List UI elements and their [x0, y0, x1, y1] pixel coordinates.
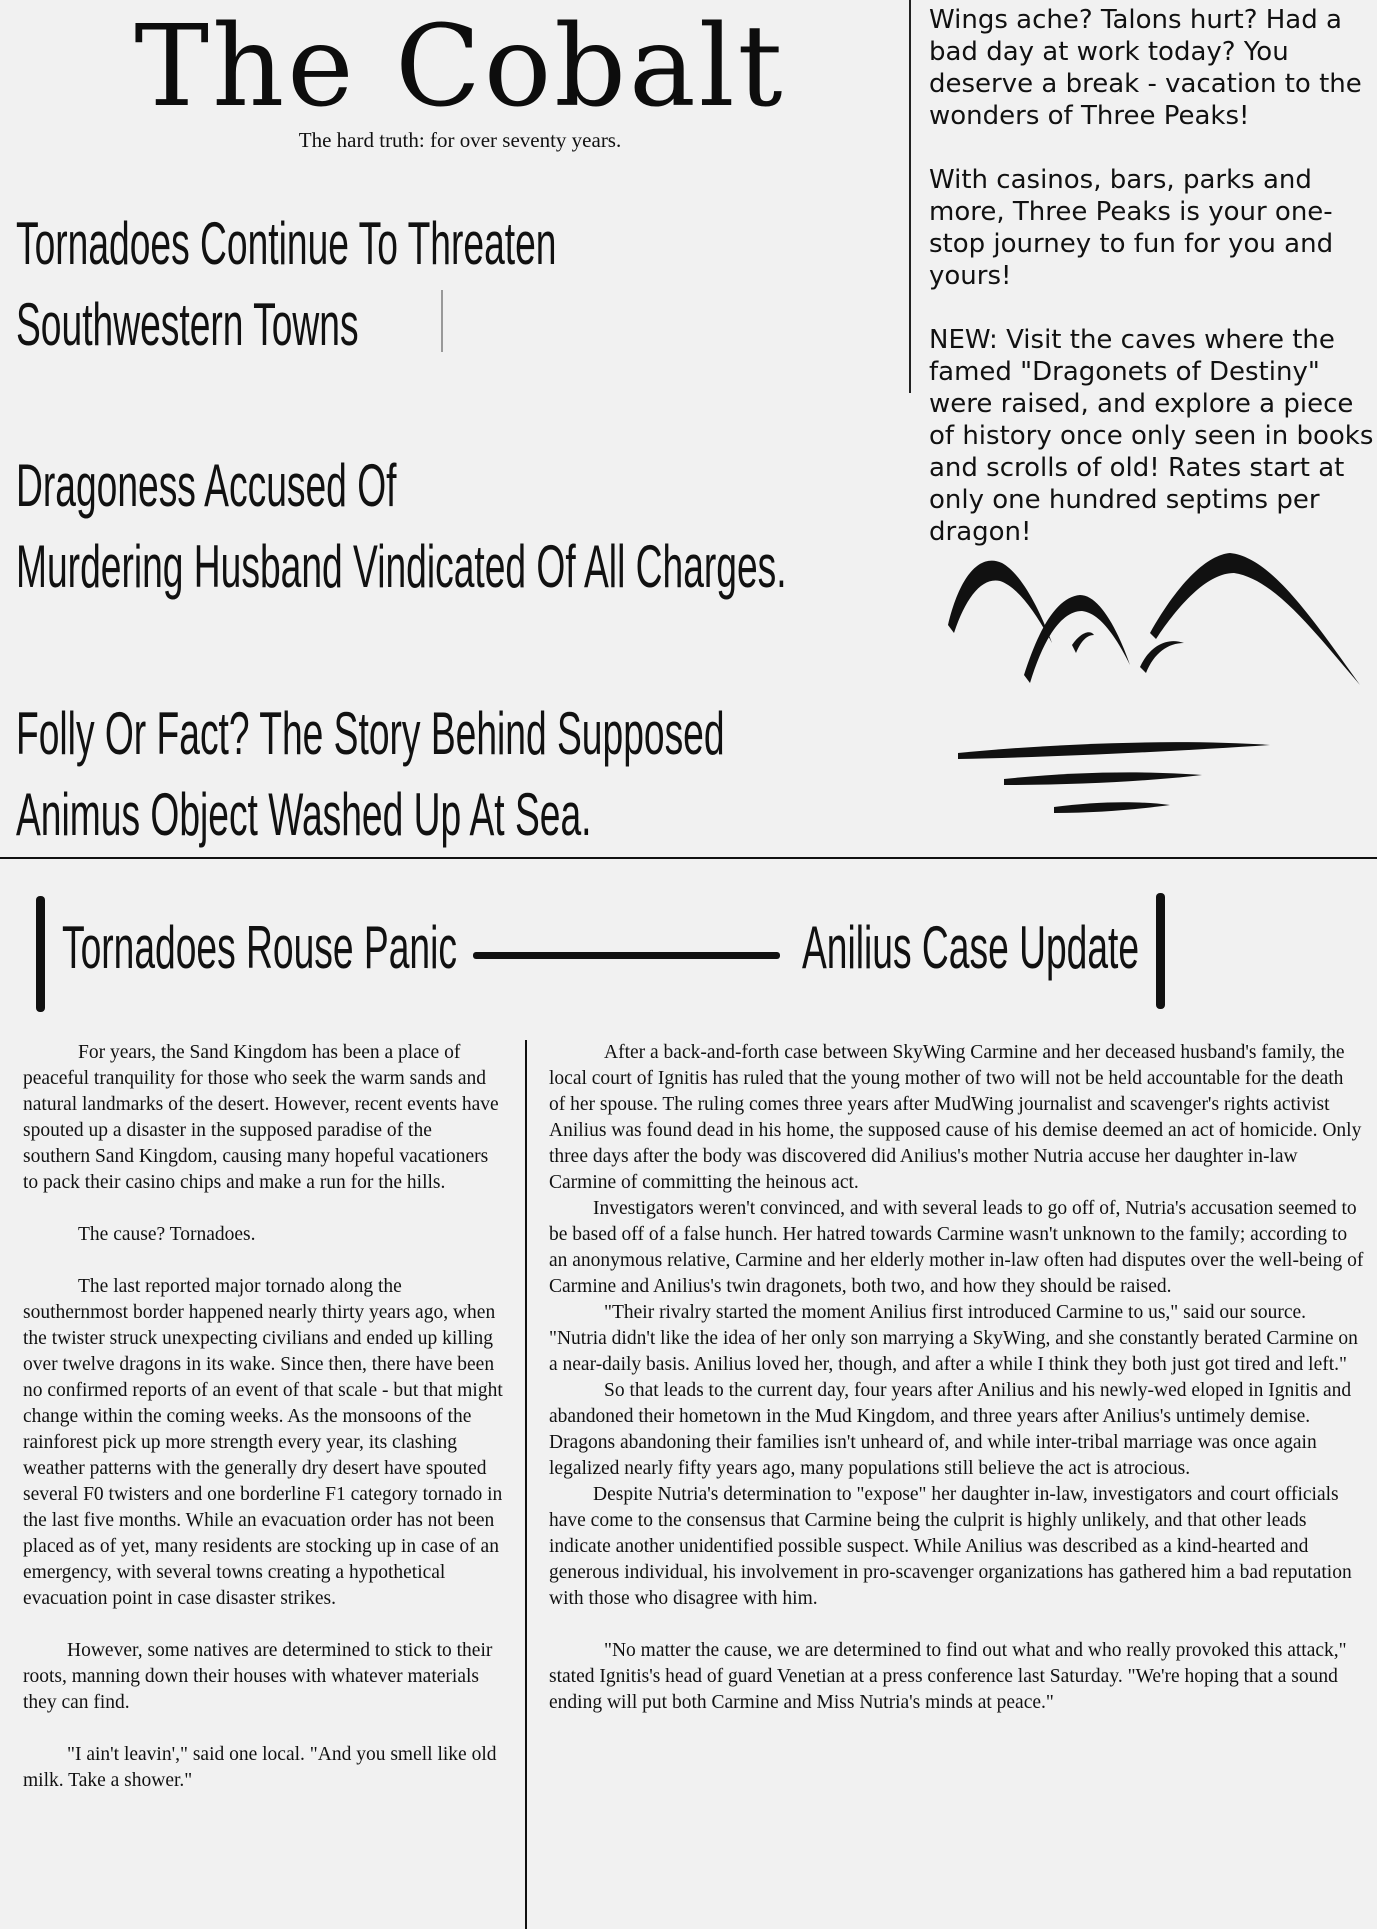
article-paragraph: The last reported major tornado along the southernmost border happened nearly thirty years ago, when the twister struck unexpecting civilians and ended up killing over twelve dragons in its wake. Since then, there have been no confirmed reports of an event of that scale - but that might change within the coming weeks. As the monsoons of the rainforest pick up more strength every year, its clashing weather patterns with the generally dry desert have spouted several F0 twisters and one borderline F1 category tornado in the last five months. While an evacuation order has not been placed as of yet, many residents are stocking up in case of an emergency, with several towns creating a hypothetical evacuation point in case disaster strikes. [23, 1276, 503, 1609]
ad-paragraph: With casinos, bars, parks and more, Three Peaks is your one-stop journey to fun for you and yours! [929, 165, 1334, 291]
article-paragraph: So that leads to the current day, four years after Anilius and his newly-wed eloped in Ignitis and abandoned their hometown in the Mud Kingdom, and three years after Anilius's untimely demise. Dragons abandoning their families isn't unheard of, and while inter-tribal marriage was once again legalized nearly fifty years ago, many populations still believe the act is atrocious. [549, 1380, 1352, 1479]
headline-tornadoes[interactable] [16, 203, 556, 365]
article-tornadoes [23, 1040, 503, 1794]
peak-right-icon [1150, 553, 1360, 685]
section-bar [1156, 893, 1165, 1009]
article-paragraph: After a back-and-forth case between SkyWing Carmine and her deceased husband's family, the local court of Ignitis has ruled that the young mother of two will not be held accountable for the death of her spouse. The ruling comes three years after MudWing journalist and scavenger's rights activist Anilius was found dead in his home, the supposed cause of his demise deemed an act of homicide. Only three days after the body was discovered did Anilius's mother Nutria accuse her daughter in-law Carmine of committing the heinous act. [549, 1042, 1362, 1193]
three-peaks-advertisement [929, 4, 1377, 580]
masthead [130, 0, 790, 153]
column-divider [525, 1040, 527, 1929]
newspaper-title: The Cobalt [134, 2, 786, 132]
headline-line: Animus Object Washed Up At Sea. [16, 781, 592, 848]
headline-animus[interactable] [16, 693, 725, 855]
peak-left-icon [948, 561, 1052, 643]
divider [441, 290, 443, 352]
headline-line: Southwestern Towns [16, 291, 359, 358]
section-rule [0, 857, 1377, 859]
article-paragraph: Despite Nutria's determination to "expose" her daughter in-law, investigators and court officials have come to the consensus that Carmine being the culprit is highly unlikely, and that other leads indicate another unidentified possible suspect. While Anilius was described as a kind-hearted and generous individual, his involvement in pro-scavenger organizations has gathered him a bad reputation with those who disagree with him. [549, 1484, 1352, 1609]
ad-paragraph: NEW: Visit the caves where the famed "Dragonets of Destiny" were raised, and explore a piece of history once only seen in books and scrolls of old! Rates start at only one hundred septims per dragon! [929, 325, 1374, 547]
article-paragraph: "Their rivalry started the moment Anilius first introduced Carmine to us," said our source. "Nutria didn't like the idea of her only son marrying a SkyWing, and she constantly berated Carmine on a near-daily basis. Anilius loved her, though, and after a while I think they both just got tired and left." [549, 1302, 1358, 1375]
article-paragraph: "I ain't leavin'," said one local. "And you smell like old milk. Take a shower." [23, 1744, 497, 1791]
section-bar [36, 896, 45, 1012]
newspaper-tagline: The hard truth: for over seventy years. [298, 128, 622, 152]
section-title-anilius: Anilius Case Update [802, 914, 1140, 981]
article-paragraph: "No matter the cause, we are determined to find out what and who really provoked this attack," stated Ignitis's head of guard Venetian at a press conference last Saturday. "We're hoping that a sound ending will put both Carmine and Miss Nutria's minds at peace." [549, 1640, 1347, 1713]
ad-divider [909, 0, 911, 393]
water-stroke-icon [1004, 772, 1202, 785]
ad-paragraph: Wings ache? Talons hurt? Had a bad day at work today? You deserve a break - vacation to the wonders of Three Peaks! [929, 5, 1362, 131]
headline-line: Tornadoes Continue To Threaten [16, 210, 557, 277]
headline-dragoness[interactable] [16, 445, 787, 607]
headline-line: Dragoness Accused Of [16, 452, 397, 519]
article-paragraph: The cause? Tornadoes. [78, 1224, 256, 1245]
article-anilius [549, 1040, 1364, 1716]
water-stroke-icon [1054, 802, 1170, 813]
peak-arc-icon [1140, 641, 1184, 673]
peak-notch-icon [1072, 632, 1094, 653]
water-stroke-icon [958, 742, 1270, 759]
article-paragraph: Investigators weren't convinced, and with several leads to go off of, Nutria's accusation seemed to be based off of a false hunch. Her hatred towards Carmine wasn't unknown to the family; according to an anonymous relative, Carmine and her elderly mother in-law often had disputes over the well-being of Carmine and Anilius's twin dragonets, both two, and how they should be raised. [549, 1198, 1364, 1297]
section-connector [473, 952, 780, 959]
article-paragraph: For years, the Sand Kingdom has been a place of peaceful tranquility for those who seek the warm sands and natural landmarks of the desert. However, recent events have spouted up a disaster in the supposed paradise of the southern Sand Kingdom, causing many hopeful vacationers to pack their casino chips and make a run for the hills. [23, 1042, 499, 1193]
article-paragraph: However, some natives are determined to stick to their roots, manning down their houses with whatever materials they can find. [23, 1640, 493, 1713]
mountains-icon [940, 525, 1377, 825]
headline-line: Folly Or Fact? The Story Behind Supposed [16, 700, 725, 767]
headline-line: Murdering Husband Vindicated Of All Charges. [16, 533, 787, 600]
section-title-tornadoes: Tornadoes Rouse Panic [62, 914, 457, 981]
